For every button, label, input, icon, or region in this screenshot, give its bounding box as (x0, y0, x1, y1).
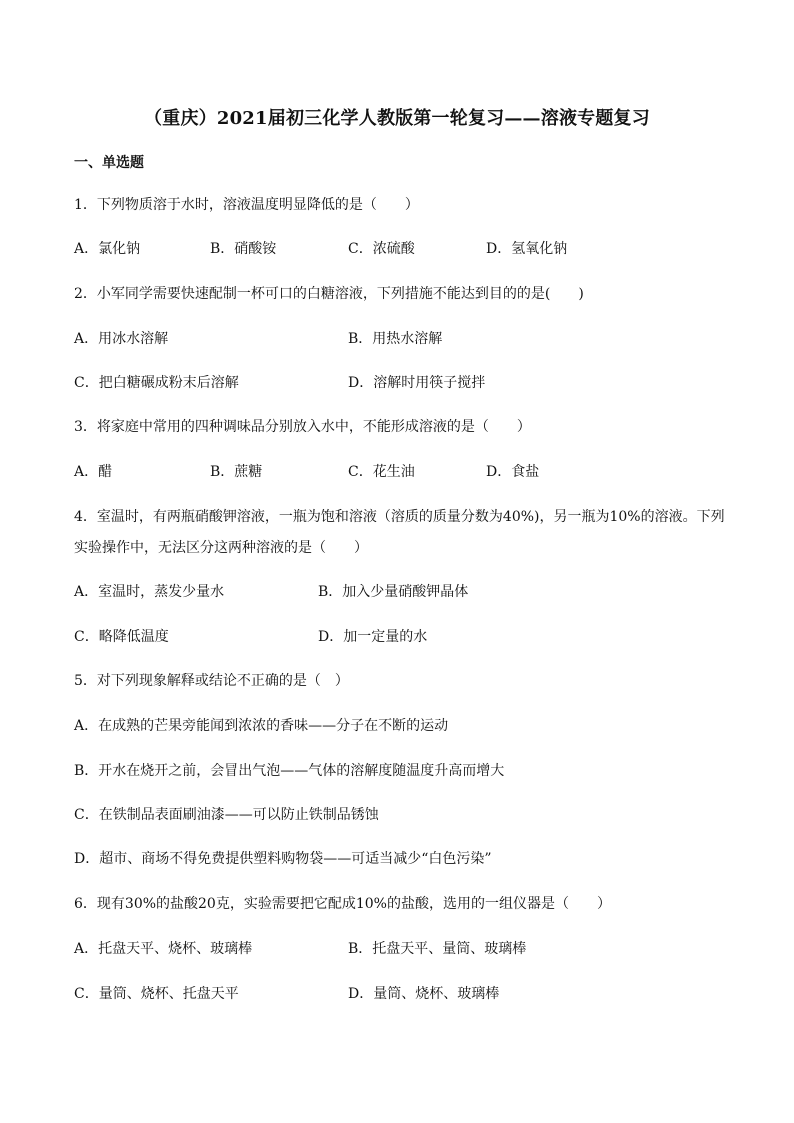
question-1-option-a: A．氯化钠 (74, 241, 141, 257)
question-2-stem: 2．小军同学需要快速配制一杯可口的白糖溶液，下列措施不能达到目的的是( ) (74, 286, 584, 302)
question-5-option-b: B．开水在烧开之前，会冒出气泡——气体的溶解度随温度升高而增大 (74, 763, 505, 779)
question-5-option-c: C．在铁制品表面刷油漆——可以防止铁制品锈蚀 (74, 807, 379, 823)
question-3-option-a: A．醋 (74, 464, 113, 480)
question-4-option-d: D．加一定量的水 (318, 629, 428, 645)
question-3-stem: 3．将家庭中常用的四种调味品分别放入水中，不能形成溶液的是（ ） (74, 419, 531, 435)
question-1-stem: 1．下列物质溶于水时，溶液温度明显降低的是（ ） (74, 197, 419, 213)
question-1-option-c: C．浓硫酸 (348, 241, 415, 257)
question-4-stem-continued: 实验操作中，无法区分这两种溶液的是（ ） (74, 540, 368, 556)
question-6-option-c: C．量筒、烧杯、托盘天平 (74, 986, 239, 1002)
question-4-stem: 4．室温时，有两瓶硝酸钾溶液，一瓶为饱和溶液（溶质的质量分数为40%)，另一瓶为10%的溶液。下列 (74, 509, 725, 525)
question-2-option-c: C．把白糖碾成粉末后溶解 (74, 375, 239, 391)
question-6-option-b: B．托盘天平、量筒、玻璃棒 (348, 941, 527, 957)
question-1-option-b: B．硝酸铵 (210, 241, 277, 257)
question-2-option-b: B．用热水溶解 (348, 331, 443, 347)
question-3-option-c: C．花生油 (348, 464, 415, 480)
question-3-option-d: D．食盐 (486, 464, 540, 480)
section-heading: 一、单选题 (74, 155, 144, 171)
question-5-option-a: A．在成熟的芒果旁能闻到浓浓的香味——分子在不断的运动 (74, 718, 449, 734)
question-3-option-b: B．蔗糖 (210, 464, 263, 480)
question-2-option-a: A．用冰水溶解 (74, 331, 169, 347)
question-4-option-b: B．加入少量硝酸钾晶体 (318, 584, 469, 600)
question-5-stem: 5．对下列现象解释或结论不正确的是（ ） (74, 673, 349, 689)
question-6-option-a: A．托盘天平、烧杯、玻璃棒 (74, 941, 253, 957)
question-1-option-d: D．氢氧化钠 (486, 241, 568, 257)
question-5-option-d: D．超市、商场不得免费提供塑料购物袋——可适当减少“白色污染” (74, 851, 492, 867)
question-6-stem: 6．现有30%的盐酸20克，实验需要把它配成10%的盐酸，选用的一组仪器是（ ） (74, 896, 611, 912)
question-4-option-a: A．室温时，蒸发少量水 (74, 584, 225, 600)
question-2-option-d: D．溶解时用筷子搅拌 (348, 375, 486, 391)
question-4-option-c: C．略降低温度 (74, 629, 169, 645)
document-title: （重庆）2021届初三化学人教版第一轮复习——溶液专题复习 (144, 108, 650, 129)
question-6-option-d: D．量筒、烧杯、玻璃棒 (348, 986, 500, 1002)
